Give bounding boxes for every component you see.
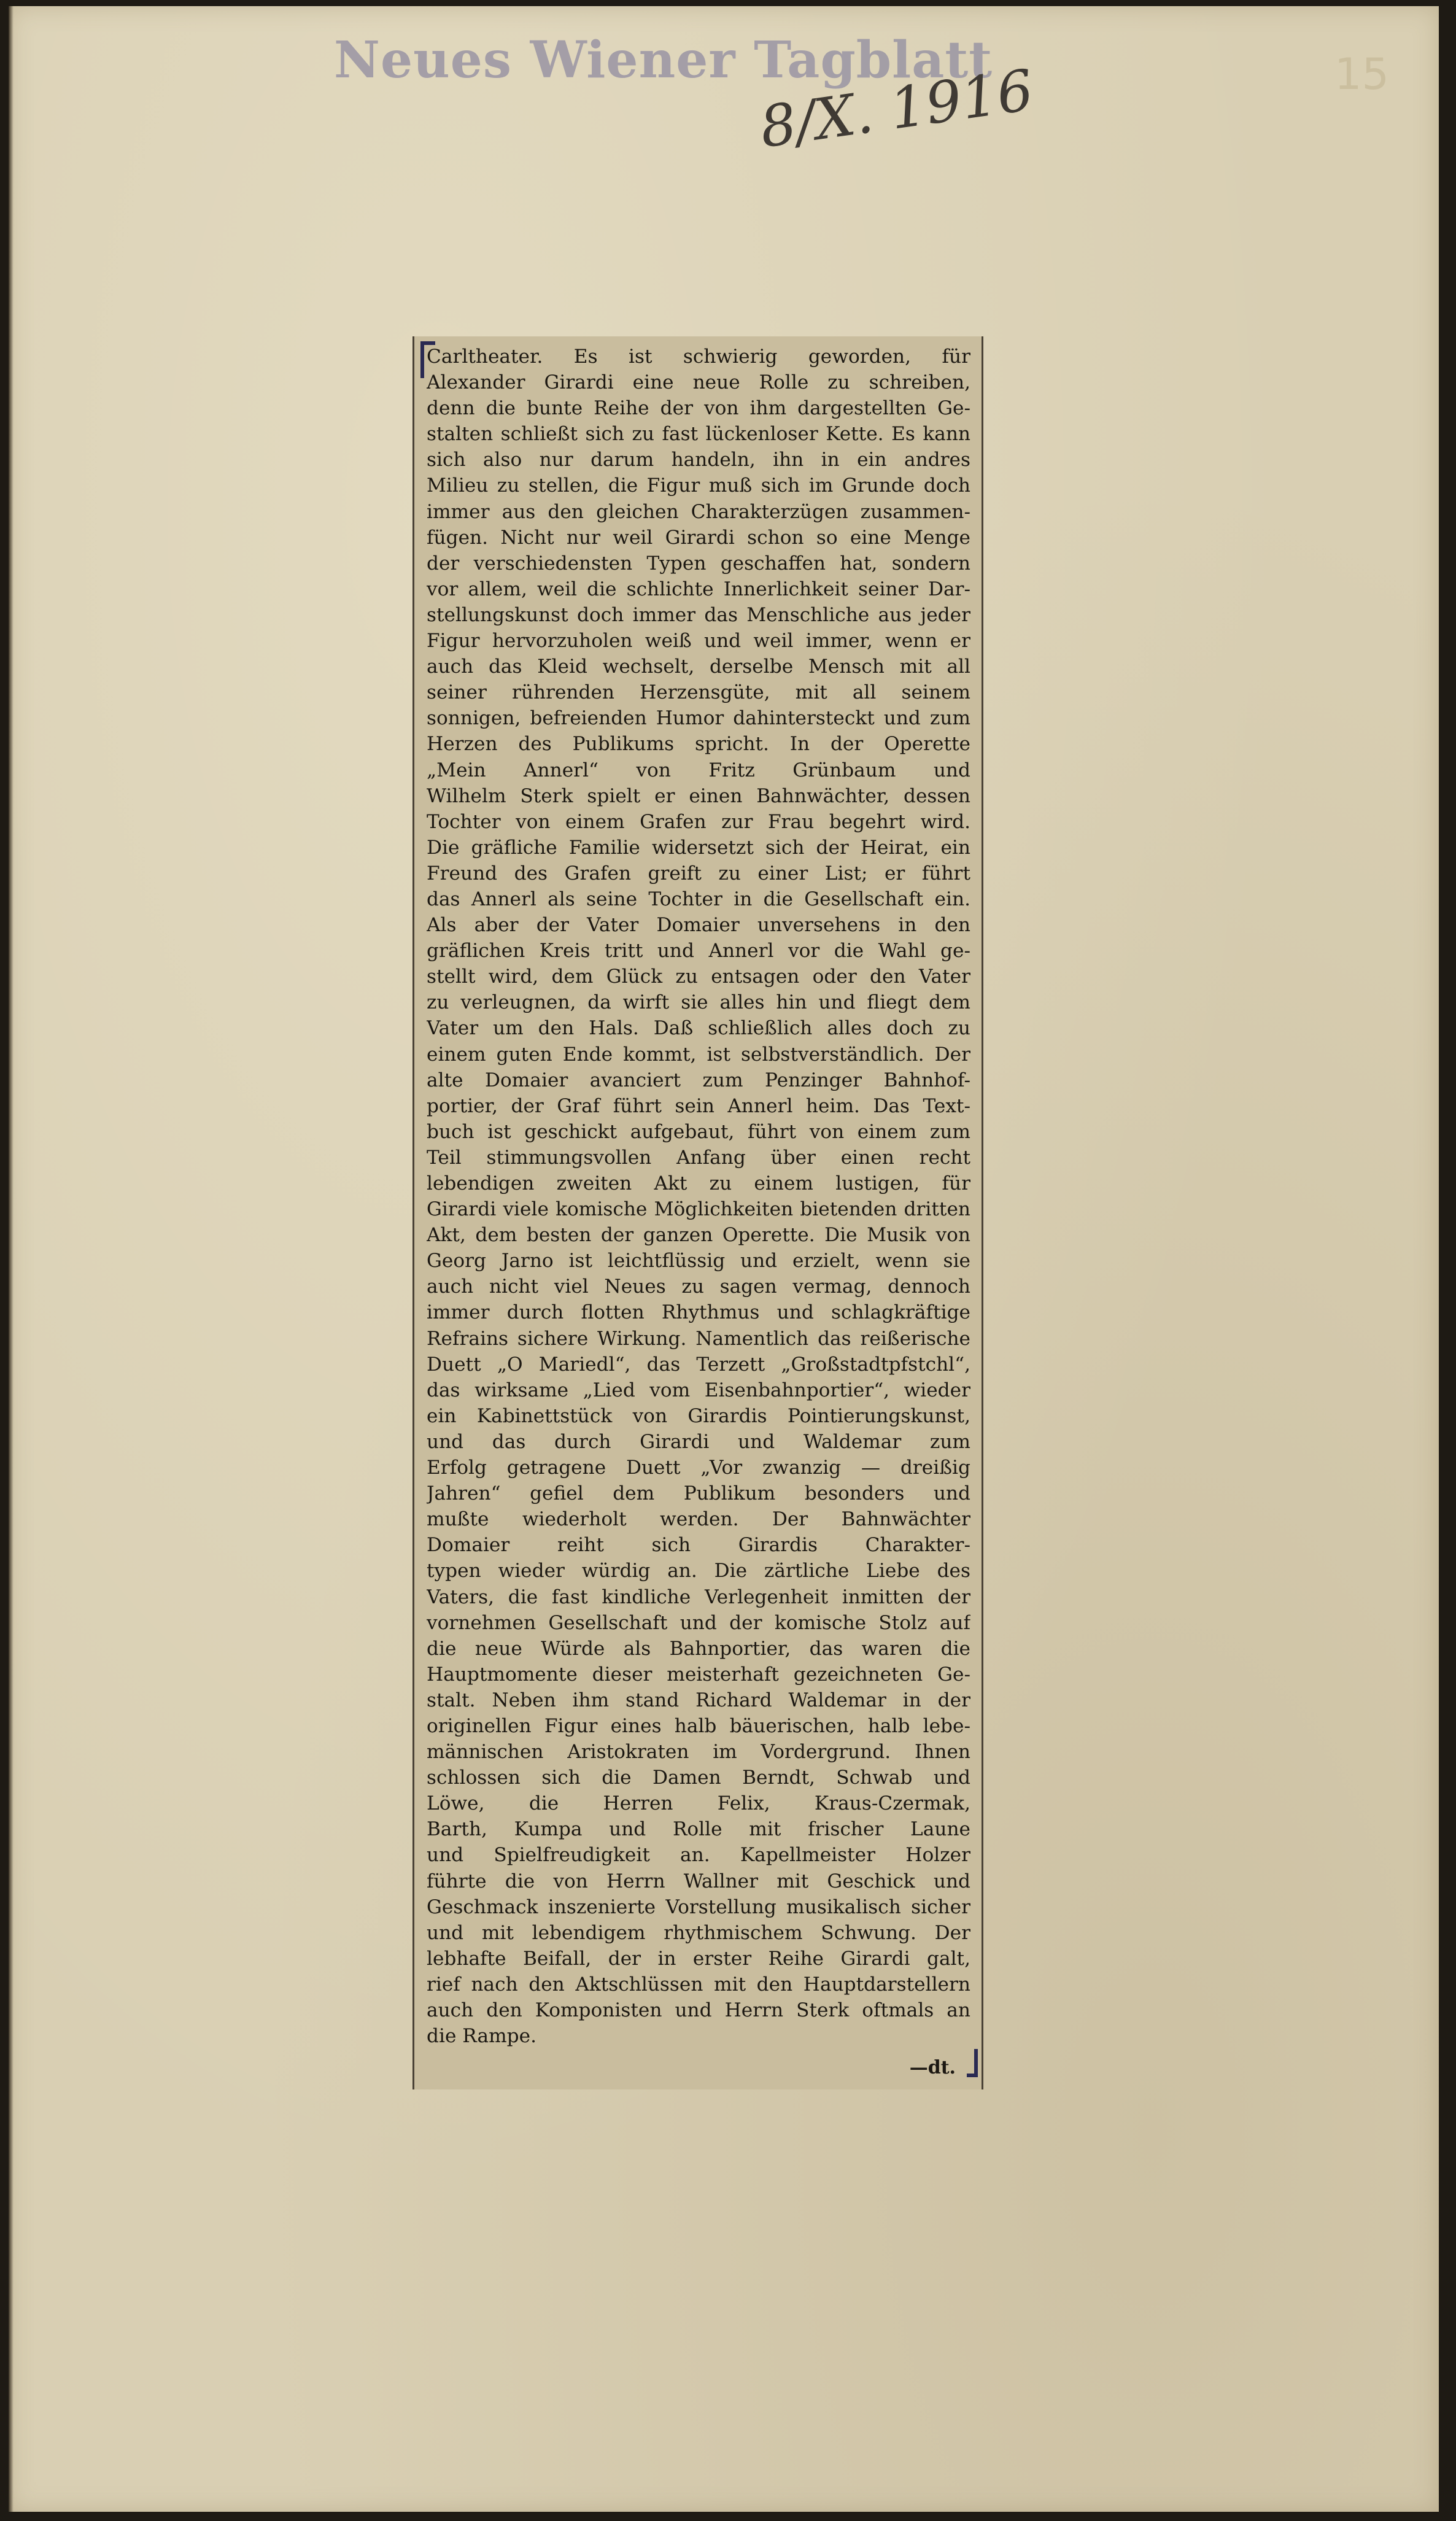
article-line: auch das Kleid wechselt, derselbe Mensch mit all xyxy=(427,656,970,678)
article-line: einem guten Ende kommt, ist selbstverständlich. Der xyxy=(427,1043,970,1066)
article-line: stalt. Neben ihm stand Richard Waldemar in der xyxy=(427,1689,970,1711)
article-line: schlossen sich die Damen Berndt, Schwab und xyxy=(427,1767,970,1789)
page-number: 15 xyxy=(1334,49,1390,99)
article-line: stellt wird, dem Glück zu entsagen oder den Vater xyxy=(427,966,970,988)
article-line: lebhafte Beifall, der in erster Reihe Girardi galt, xyxy=(427,1947,970,1970)
article-line: Freund des Grafen greift zu einer List; er führt xyxy=(427,862,970,885)
article-line: und mit lebendigem rhythmischem Schwung. Der xyxy=(427,1921,970,1944)
article-line: seiner rührenden Herzensgüte, mit all seinem xyxy=(427,681,970,704)
article-line: Wilhelm Sterk spielt er einen Bahnwächter, dessen xyxy=(427,784,970,807)
article-line: vornehmen Gesellschaft und der komische Stolz auf xyxy=(427,1611,970,1634)
article-signature: —dt. xyxy=(909,2057,956,2078)
article-line: vor allem, weil die schlichte Innerlichkeit seiner Dar- xyxy=(427,578,970,600)
article-line: buch ist geschickt aufgebaut, führt von einem zum xyxy=(427,1120,970,1143)
article-line: und Spielfreudigkeit an. Kapellmeister Holzer xyxy=(427,1844,970,1867)
article-line: sonnigen, befreienden Humor dahintersteckt und zum xyxy=(427,707,970,730)
article-line: und das durch Girardi und Waldemar zum xyxy=(427,1430,970,1453)
article-line: gräflichen Kreis tritt und Annerl vor die Wahl ge- xyxy=(427,940,970,962)
article-line: Geschmack inszenierte Vorstellung musikalisch sicher xyxy=(427,1896,970,1918)
newspaper-clipping xyxy=(412,336,983,2089)
article-line: ein Kabinettstück von Girardis Pointierungskunst, xyxy=(427,1404,970,1427)
article-line: Refrains sichere Wirkung. Namentlich das reißerische xyxy=(427,1327,970,1350)
article-line: die neue Würde als Bahnportier, das waren die xyxy=(427,1637,970,1660)
article-line: Milieu zu stellen, die Figur muß sich im Grunde doch xyxy=(427,474,970,497)
article-line: Die gräfliche Familie widersetzt sich der Heirat, ein xyxy=(427,836,970,859)
article-line: mußte wiederholt werden. Der Bahnwächter xyxy=(427,1508,970,1531)
article-line: Als aber der Vater Domaier unversehens in den xyxy=(427,914,970,937)
article-line: die Rampe. xyxy=(427,2025,537,2048)
article-line: Vater um den Hals. Daß schließlich alles doch zu xyxy=(427,1017,970,1040)
archive-sheet xyxy=(9,6,1439,2512)
article-line: stalten schließt sich zu fast lückenloser Kette. Es kann xyxy=(427,423,970,446)
article-line: führte die von Herrn Wallner mit Geschick und xyxy=(427,1870,970,1892)
article-line: Hauptmomente dieser meisterhaft gezeichneten Ge- xyxy=(427,1663,970,1686)
article-line: Löwe, die Herren Felix, Kraus-Czermak, xyxy=(427,1792,970,1815)
article-line: Figur hervorzuholen weiß und weil immer, wenn er xyxy=(427,630,970,653)
article-line: alte Domaier avanciert zum Penzinger Bahnhof- xyxy=(427,1069,970,1091)
article-body xyxy=(427,344,970,2049)
sheet-edge-shadow xyxy=(9,6,14,2512)
article-line: Carltheater. Es ist schwierig geworden, für xyxy=(427,346,970,368)
article-line: fügen. Nicht nur weil Girardi schon so eine Menge xyxy=(427,526,970,549)
article-line: Domaier reiht sich Girardis Charakter- xyxy=(427,1534,970,1557)
article-line: zu verleugnen, da wirft sie alles hin und fliegt dem xyxy=(427,991,970,1014)
article-line: Duett „O Mariedl“, das Terzett „Großstadtpfstchl“, xyxy=(427,1353,970,1376)
article-line: Girardi viele komische Möglichkeiten bietenden dritten xyxy=(427,1198,970,1221)
article-line: Jahren“ gefiel dem Publikum besonders und xyxy=(427,1482,970,1505)
article-line: typen wieder würdig an. Die zärtliche Liebe des xyxy=(427,1560,970,1582)
article-line: sich also nur darum handeln, ihn in ein andres xyxy=(427,449,970,471)
article-line: auch nicht viel Neues zu sagen vermag, dennoch xyxy=(427,1276,970,1298)
article-line: Erfolg getragene Duett „Vor zwanzig — dreißig xyxy=(427,1457,970,1479)
article-line: lebendigen zweiten Akt zu einem lustigen, für xyxy=(427,1172,970,1195)
article-line: das Annerl als seine Tochter in die Gesellschaft ein. xyxy=(427,888,970,910)
article-line: Barth, Kumpa und Rolle mit frischer Laune xyxy=(427,1818,970,1841)
article-line: Alexander Girardi eine neue Rolle zu schreiben, xyxy=(427,371,970,394)
article-line: Georg Jarno ist leichtflüssig und erzielt, wenn sie xyxy=(427,1250,970,1272)
article-line: der verschiedensten Typen geschaffen hat, sondern xyxy=(427,552,970,575)
article-line: immer durch flotten Rhythmus und schlagkräftige xyxy=(427,1301,970,1324)
article-line: originellen Figur eines halb bäuerischen, halb lebe- xyxy=(427,1714,970,1737)
article-line: stellungskunst doch immer das Menschliche aus jeder xyxy=(427,603,970,626)
handwritten-date: 8/X. 1916 xyxy=(756,57,1037,161)
article-line: männischen Aristokraten im Vordergrund. Ihnen xyxy=(427,1741,970,1764)
article-line: „Mein Annerl“ von Fritz Grünbaum und xyxy=(427,759,970,781)
article-line: auch den Komponisten und Herrn Sterk oftmals an xyxy=(427,1999,970,2021)
article-line: Herzen des Publikums spricht. In der Operette xyxy=(427,733,970,756)
article-line: immer aus den gleichen Charakterzügen zusammen- xyxy=(427,500,970,523)
article-line: Tochter von einem Grafen zur Frau begehrt wird. xyxy=(427,810,970,833)
article-line: Teil stimmungsvollen Anfang über einen recht xyxy=(427,1146,970,1169)
blue-pencil-bracket-end xyxy=(967,2049,978,2077)
article-line: denn die bunte Reihe der von ihm dargestellten Ge- xyxy=(427,397,970,420)
newspaper-stamp: Neues Wiener Tagblatt xyxy=(334,31,993,90)
article-line: Vaters, die fast kindliche Verlegenheit inmitten der xyxy=(427,1586,970,1608)
article-line: portier, der Graf führt sein Annerl heim. Das Text- xyxy=(427,1094,970,1117)
article-line: Akt, dem besten der ganzen Operette. Die Musik von xyxy=(427,1224,970,1247)
article-line: rief nach den Aktschlüssen mit den Hauptdarstellern xyxy=(427,1973,970,1996)
article-line: das wirksame „Lied vom Eisenbahnportier“, wieder xyxy=(427,1379,970,1401)
